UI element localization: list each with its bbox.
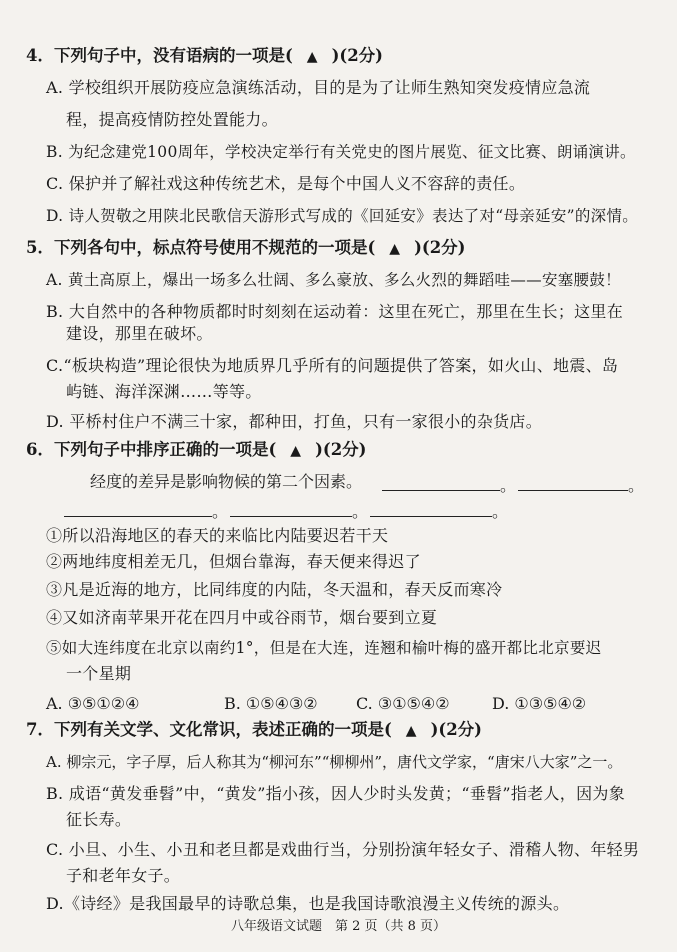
q5-option-b-cont: 建设，那里在破坏。 <box>66 324 213 343</box>
q4-option-d: D. 诗人贺敬之用陕北民歌信天游形式写成的《回延安》表达了对“母亲延安”的深情。 <box>46 207 639 225</box>
q6-item-4: ④又如济南苹果开花在四月中或谷雨节，烟台要到立夏 <box>46 608 438 627</box>
question-5-score: )(2分) <box>414 238 466 257</box>
fill-blank-2 <box>518 490 628 491</box>
q7-option-a: A. 柳宗元，字子厚，后人称其为“柳河东”“柳柳州”，唐代文学家，“唐宋八大家”之一。 <box>46 753 623 771</box>
page-footer: 八年级语文试题 第 2 页（共 8 页） <box>230 919 447 934</box>
fill-blank-4 <box>230 516 352 517</box>
blank-period: 。 <box>212 502 229 521</box>
q7-option-c: C. 小旦、小生、小丑和老旦都是戏曲行当，分别扮演年轻女子、滑稽人物、年轻男 <box>46 840 640 859</box>
q4-option-c: C. 保护并了解社戏这种传统艺术，是每个中国人义不容辞的责任。 <box>46 174 526 193</box>
q5-option-a: A. 黄土高原上，爆出一场多么壮阔、多么豪放、多么火烈的舞蹈哇——安塞腰鼓！ <box>46 271 621 289</box>
q5-option-d: D. 平桥村住户不满三十家，都种田，打鱼，只有一家很小的杂货店。 <box>46 412 543 431</box>
question-6-stem <box>26 438 663 463</box>
answer-marker-triangle: ▲ <box>290 443 302 459</box>
q6-item-5-cont: 一个星期 <box>66 664 132 683</box>
q6-choice-d: D. ①③⑤④② <box>492 694 587 713</box>
q4-option-a-cont: 程，提高疫情防控处置能力。 <box>66 110 278 129</box>
question-7-score: )(2分) <box>430 720 482 739</box>
question-4-stem <box>26 44 663 69</box>
q4-option-a: A. 学校组织开展防疫应急演练活动，目的是为了让师生熟知突发疫情应急流 <box>46 78 591 97</box>
q7-option-c-cont: 子和老年女子。 <box>66 866 181 885</box>
q6-lead-sentence: 经度的差异是影响物候的第二个因素。 <box>90 472 363 491</box>
q5-option-b: B. 大自然中的各种物质都时时刻刻在运动着：这里在死亡，那里在生长；这里在 <box>46 302 624 321</box>
blank-period: 。 <box>628 476 645 495</box>
fill-blank-5 <box>370 516 492 517</box>
q7-option-b-cont: 征长寿。 <box>66 810 132 829</box>
fill-blank-3 <box>64 516 212 517</box>
answer-marker-triangle: ▲ <box>389 241 401 257</box>
question-4-text: 4．下列句子中，没有语病的一项是( <box>26 46 293 65</box>
question-5-stem <box>26 236 663 261</box>
q6-choice-c: C. ③①⑤④② <box>356 694 450 713</box>
q4-option-b: B. 为纪念建党100周年，学校决定举行有关党史的图片展览、征文比赛、朗诵演讲。 <box>46 143 636 161</box>
answer-marker-triangle: ▲ <box>405 723 417 739</box>
q6-choice-a: A. ③⑤①②④ <box>46 694 140 713</box>
question-6-text: 6．下列句子中排序正确的一项是( <box>26 440 277 459</box>
question-6-score: )(2分) <box>315 440 367 459</box>
blank-period: 。 <box>492 502 509 521</box>
q7-option-b: B. 成语“黄发垂髫”中，“黄发”指小孩，因人少时头发黄；“垂髫”指老人，因为象 <box>46 784 626 803</box>
blank-period: 。 <box>352 502 369 521</box>
q5-option-c-cont: 屿链、海洋深渊……等等。 <box>66 382 262 401</box>
question-7-text: 7．下列有关文学、文化常识，表述正确的一项是( <box>26 720 392 739</box>
q6-item-2: ②两地纬度相差无几，但烟台靠海，春天便来得迟了 <box>46 552 421 571</box>
question-4-score: )(2分) <box>331 46 383 65</box>
q6-item-1: ①所以沿海地区的春天的来临比内陆要迟若干天 <box>46 526 389 545</box>
fill-blank-1 <box>382 490 500 491</box>
q6-item-5: ⑤如大连纬度在北京以南约1°，但是在大连，连翘和榆叶梅的盛开都比北京要迟 <box>46 639 602 657</box>
q7-option-d: D.《诗经》是我国最早的诗歌总集，也是我国诗歌浪漫主义传统的源头。 <box>46 894 570 913</box>
q5-option-c: C.“板块构造”理论很快为地质界几乎所有的问题提供了答案，如火山、地震、岛 <box>46 356 619 375</box>
q6-item-3: ③凡是近海的地方，比同纬度的内陆，冬天温和，春天反而寒冷 <box>46 580 503 599</box>
blank-period: 。 <box>500 476 517 495</box>
question-7-stem <box>26 718 663 743</box>
question-5-text: 5．下列各句中，标点符号使用不规范的一项是( <box>26 238 376 257</box>
q6-choice-b: B. ①⑤④③② <box>224 694 318 713</box>
answer-marker-triangle: ▲ <box>306 49 318 65</box>
